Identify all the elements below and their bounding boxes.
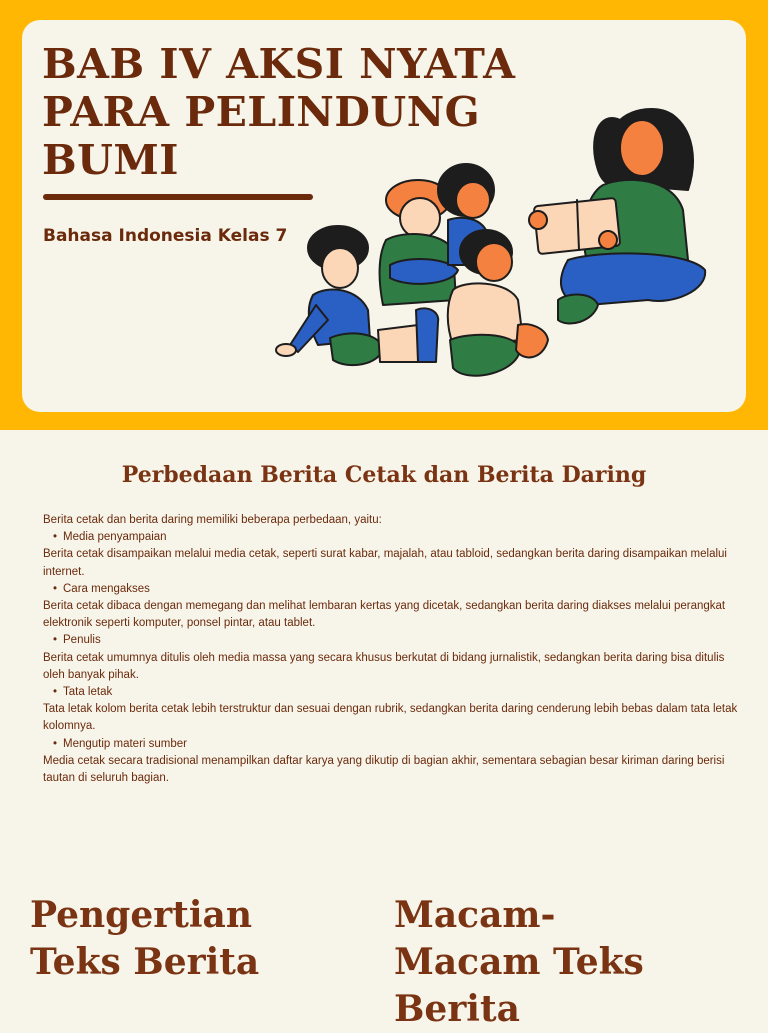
- boy-face: [476, 243, 512, 281]
- bullet-item: • Cara mengakses: [43, 581, 743, 598]
- heading-line: Macam-: [394, 894, 556, 936]
- girl-face: [456, 182, 490, 218]
- leaning-boy-face: [322, 248, 358, 288]
- bullet-item: • Tata letak: [43, 684, 743, 701]
- boy-leg: [516, 324, 548, 357]
- heading-pengertian: [30, 892, 330, 986]
- bullet-description: Tata letak kolom berita cetak lebih terstruktur dan sesuai dengan rubrik, sedangkan berita daring cenderung lebih bebas dalam tata letak kolomnya.: [43, 703, 738, 733]
- leaning-boy-shorts: [330, 333, 383, 365]
- bullet-description: Berita cetak disampaikan melalui media cetak, seperti surat kabar, majalah, atau tabloid, sedangkan berita daring disampaikan melalui internet.: [43, 548, 727, 578]
- boy-shorts: [450, 335, 520, 376]
- cover-subtitle: Bahasa Indonesia Kelas 7: [43, 226, 288, 246]
- bullet-item: • Mengutip materi sumber: [43, 736, 743, 753]
- bullet-description: Berita cetak umumnya ditulis oleh media massa yang secara khusus berkutat di bidang jurnalistik, sedangkan berita daring bisa ditulis oleh banyak pihak.: [43, 651, 725, 681]
- teacher-reading-illustration: [268, 100, 718, 390]
- intro-text: Berita cetak dan berita daring memiliki beberapa perbedaan, yaitu:: [43, 514, 382, 526]
- teacher-hand: [599, 231, 617, 249]
- heading-line: Teks Berita: [30, 941, 260, 983]
- child-face: [400, 198, 440, 238]
- leaning-boy-legs: [378, 325, 420, 362]
- teacher-hand: [529, 211, 547, 229]
- bullet-item: • Penulis: [43, 632, 743, 649]
- bullet-item: • Media penyampaian: [43, 529, 743, 546]
- heading-macam: [394, 892, 694, 1033]
- section-body: [43, 512, 743, 787]
- bullet-description: Berita cetak dibaca dengan memegang dan melihat lembaran kertas yang dicetak, sedangkan berita daring diakses melalui perangkat elektronik seperti komputer, ponsel pintar, atau tablet.: [43, 600, 726, 630]
- teacher-shoe: [558, 295, 598, 324]
- heading-line: Macam Teks: [394, 941, 644, 983]
- cover-title-line: BAB IV AKSI NYATA: [42, 40, 516, 88]
- heading-line: Pengertian: [30, 894, 253, 936]
- cover-title-line: BUMI: [42, 136, 179, 184]
- cover-title-line: PARA PELINDUNG: [42, 88, 481, 136]
- heading-line: Berita: [394, 988, 520, 1030]
- teacher-face: [620, 120, 664, 176]
- bullet-description: Media cetak secara tradisional menampilkan daftar karya yang dikutip di bagian akhir, sementara sebagian besar kiriman daring berisi tautan di seluruh bagian.: [43, 754, 725, 785]
- leaning-boy-sock: [416, 308, 438, 362]
- section-heading: Perbedaan Berita Cetak dan Berita Daring: [121, 462, 647, 488]
